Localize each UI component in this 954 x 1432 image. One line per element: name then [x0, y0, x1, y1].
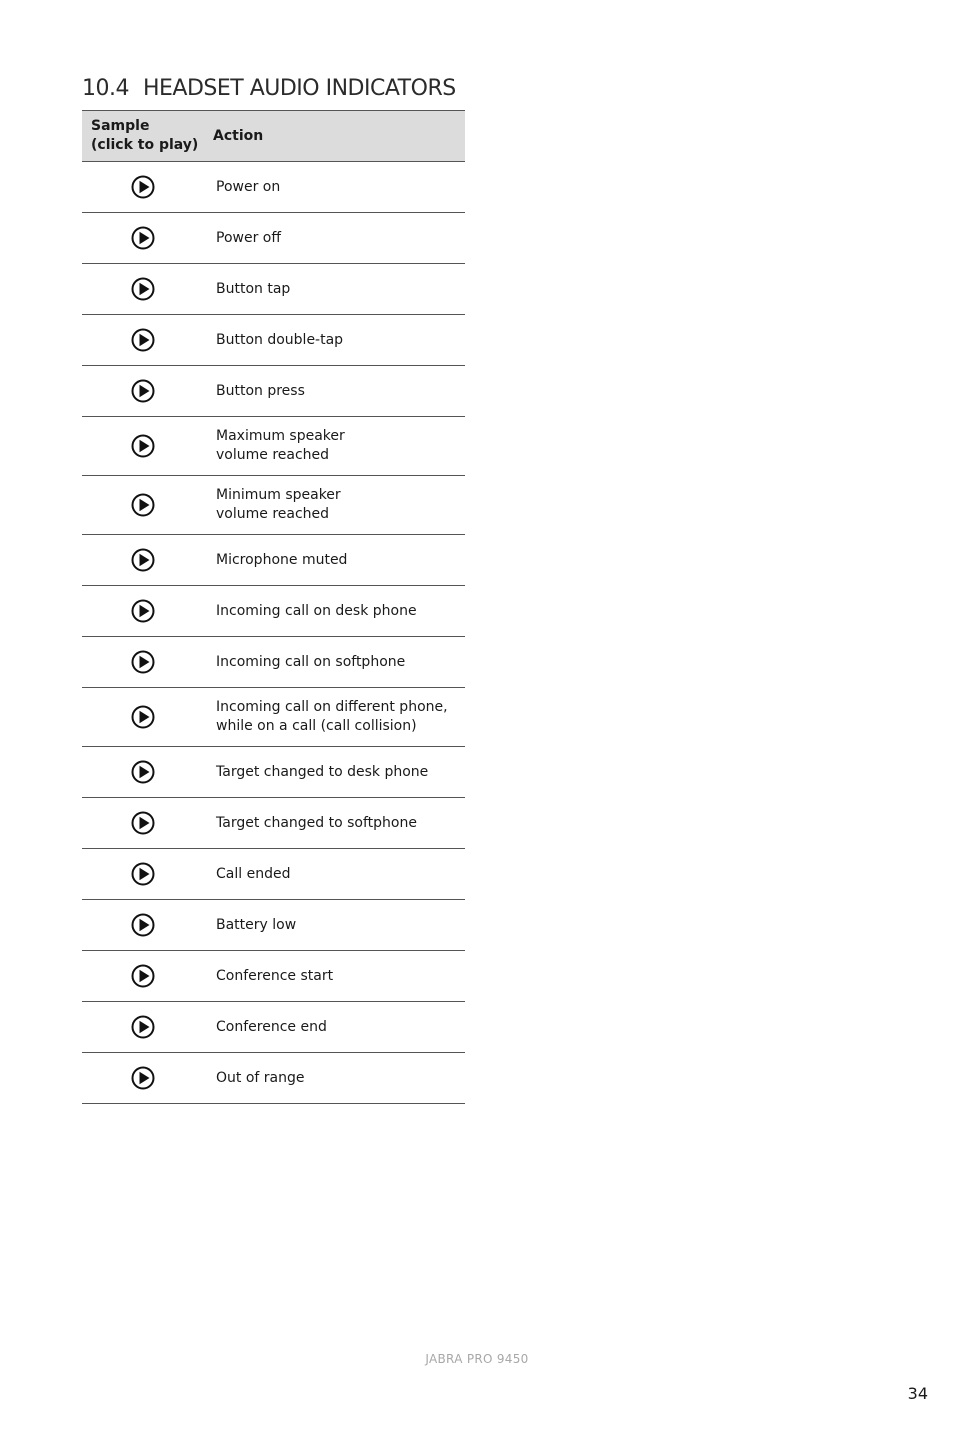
action-text: while on a call (call collision)	[216, 718, 417, 734]
action-text: Power off	[216, 229, 281, 246]
action-text: Power on	[216, 178, 281, 195]
action-cell	[204, 653, 405, 672]
table-row	[82, 417, 465, 476]
action-cell	[204, 967, 333, 986]
play-icon[interactable]	[131, 226, 155, 250]
action-text: Target changed to desk phone	[216, 763, 429, 780]
action-text: Target changed to softphone	[216, 814, 417, 831]
table-row	[82, 900, 465, 951]
audio-indicators-table	[82, 110, 465, 1104]
page-number: 34	[907, 1384, 928, 1403]
table-row	[82, 747, 465, 798]
table-row	[82, 476, 465, 535]
play-icon[interactable]	[131, 277, 155, 301]
action-cell	[204, 486, 341, 524]
sample-header-line2: (click to play)	[91, 137, 199, 153]
action-cell	[204, 1018, 327, 1037]
table-row	[82, 798, 465, 849]
sample-column-header	[82, 117, 204, 155]
play-icon[interactable]	[131, 760, 155, 784]
action-cell	[204, 229, 281, 248]
action-cell	[204, 280, 290, 299]
sample-cell	[82, 328, 204, 352]
sample-cell	[82, 1015, 204, 1039]
action-text: volume reached	[216, 506, 330, 522]
action-text: Maximum speaker	[216, 428, 345, 444]
action-text: volume reached	[216, 447, 330, 463]
play-icon[interactable]	[131, 913, 155, 937]
sample-cell	[82, 1066, 204, 1090]
action-cell	[204, 382, 305, 401]
sample-cell	[82, 650, 204, 674]
play-icon[interactable]	[131, 548, 155, 572]
table-row	[82, 1002, 465, 1053]
section-number: 10.4	[82, 76, 129, 101]
sample-cell	[82, 705, 204, 729]
sample-cell	[82, 493, 204, 517]
play-icon[interactable]	[131, 811, 155, 835]
action-cell	[204, 178, 280, 197]
sample-cell	[82, 862, 204, 886]
play-icon[interactable]	[131, 964, 155, 988]
sample-cell	[82, 913, 204, 937]
sample-cell	[82, 760, 204, 784]
action-column-header: Action	[213, 128, 264, 144]
sample-cell	[82, 175, 204, 199]
play-icon[interactable]	[131, 705, 155, 729]
action-text: Conference end	[216, 1018, 327, 1035]
action-cell	[204, 865, 290, 884]
sample-cell	[82, 277, 204, 301]
action-text: Button double-tap	[216, 331, 344, 348]
sample-cell	[82, 964, 204, 988]
table-row	[82, 213, 465, 264]
action-text: Conference start	[216, 967, 334, 984]
table-row	[82, 637, 465, 688]
footer-product-name: JABRA PRO 9450	[425, 1352, 529, 1366]
action-text: Microphone muted	[216, 551, 348, 568]
action-text: Button press	[216, 382, 305, 399]
action-text: Incoming call on softphone	[216, 653, 406, 670]
table-row	[82, 535, 465, 586]
play-icon[interactable]	[131, 650, 155, 674]
action-text: Minimum speaker	[216, 487, 341, 503]
table-row	[82, 315, 465, 366]
section-heading: HEADSET AUDIO INDICATORS	[142, 76, 456, 101]
sample-cell	[82, 811, 204, 835]
sample-cell	[82, 379, 204, 403]
table-row	[82, 688, 465, 747]
action-cell	[204, 602, 417, 621]
play-icon[interactable]	[131, 175, 155, 199]
action-cell	[204, 551, 347, 570]
table-row	[82, 366, 465, 417]
play-icon[interactable]	[131, 328, 155, 352]
table-row	[82, 849, 465, 900]
action-text: Call ended	[216, 865, 291, 882]
sample-header-line1: Sample	[91, 118, 150, 134]
action-cell	[204, 1069, 304, 1088]
play-icon[interactable]	[131, 862, 155, 886]
table-row	[82, 162, 465, 213]
play-icon[interactable]	[131, 1066, 155, 1090]
action-cell	[204, 763, 428, 782]
play-icon[interactable]	[131, 434, 155, 458]
action-cell	[204, 427, 345, 465]
table-row	[82, 586, 465, 637]
sample-cell	[82, 599, 204, 623]
action-cell	[204, 814, 417, 833]
action-cell	[204, 698, 448, 736]
play-icon[interactable]	[131, 379, 155, 403]
table-row	[82, 951, 465, 1002]
sample-cell	[82, 226, 204, 250]
table-body	[82, 162, 465, 1104]
action-text: Incoming call on different phone,	[216, 699, 448, 715]
action-text: Battery low	[216, 916, 297, 933]
section-title	[82, 76, 456, 101]
action-cell	[204, 916, 296, 935]
sample-cell	[82, 434, 204, 458]
play-icon[interactable]	[131, 1015, 155, 1039]
sample-cell	[82, 548, 204, 572]
play-icon[interactable]	[131, 493, 155, 517]
action-text: Incoming call on desk phone	[216, 602, 417, 619]
table-row	[82, 1053, 465, 1104]
action-cell	[204, 331, 343, 350]
action-text: Button tap	[216, 280, 291, 297]
play-icon[interactable]	[131, 599, 155, 623]
table-header	[82, 111, 465, 162]
action-text: Out of range	[216, 1069, 305, 1086]
table-row	[82, 264, 465, 315]
